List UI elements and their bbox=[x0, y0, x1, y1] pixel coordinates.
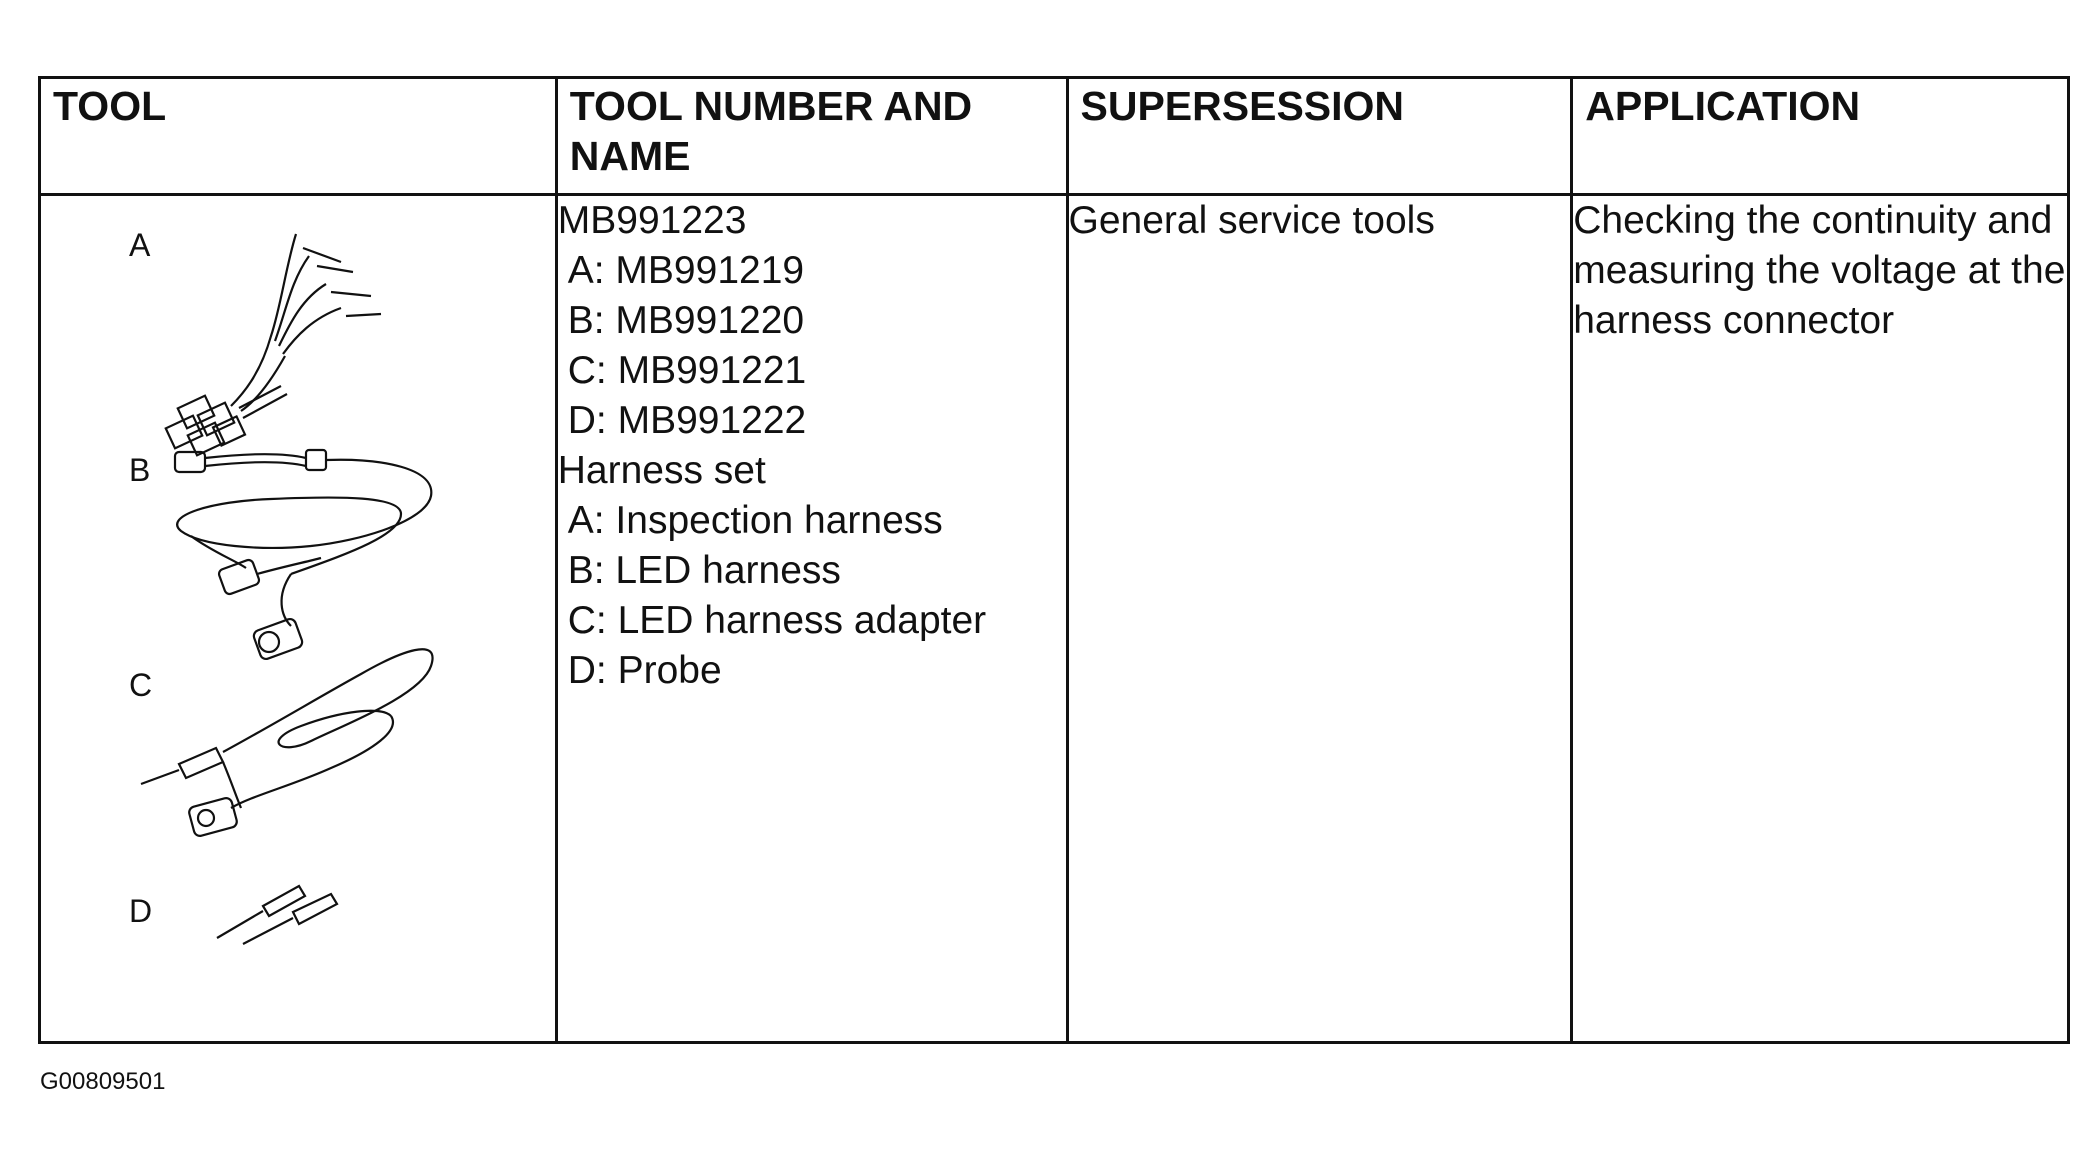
header-tool-number-name: TOOL NUMBER AND NAME bbox=[556, 78, 1067, 195]
tool-illustration-cell bbox=[40, 195, 557, 1043]
tool-name-a: A: Inspection harness bbox=[567, 499, 943, 542]
supersession-cell bbox=[1067, 195, 1572, 1043]
tool-set-name: Harness set bbox=[557, 449, 766, 492]
application-text: Checking the continuity and measuring the voltage at the harness connector bbox=[1573, 199, 2066, 342]
supersession-text: General service tools bbox=[1068, 199, 1435, 242]
tool-number-cell bbox=[556, 195, 1067, 1043]
tool-label-a: A bbox=[129, 227, 151, 263]
inspection-harness-icon bbox=[166, 234, 381, 455]
table-row bbox=[40, 195, 2069, 1043]
header-application: APPLICATION bbox=[1572, 78, 2069, 195]
tool-number-c: C: MB991221 bbox=[567, 349, 807, 392]
tool-number-main: MB991223 bbox=[557, 199, 747, 242]
probe-icon bbox=[217, 886, 337, 944]
header-tool: TOOL bbox=[40, 78, 557, 195]
tool-illustrations bbox=[41, 196, 557, 1046]
tool-name-d: D: Probe bbox=[567, 649, 722, 692]
tool-label-d: D bbox=[129, 893, 153, 929]
tool-name-b: B: LED harness bbox=[567, 549, 841, 592]
header-supersession: SUPERSESSION bbox=[1067, 78, 1572, 195]
tool-number-b: B: MB991220 bbox=[567, 299, 805, 342]
tool-label-b: B bbox=[129, 452, 151, 488]
tool-number-d: D: MB991222 bbox=[567, 399, 807, 442]
led-harness-icon bbox=[175, 450, 431, 661]
tool-name-c: C: LED harness adapter bbox=[567, 599, 987, 642]
tool-label-c: C bbox=[129, 667, 153, 703]
tool-number-a: A: MB991219 bbox=[567, 249, 805, 292]
special-tools-table bbox=[38, 76, 2070, 1044]
led-harness-adapter-icon bbox=[141, 649, 433, 837]
figure-id: G00809501 bbox=[40, 1068, 166, 1095]
application-cell bbox=[1572, 195, 2069, 1043]
table-header-row bbox=[40, 78, 2069, 195]
